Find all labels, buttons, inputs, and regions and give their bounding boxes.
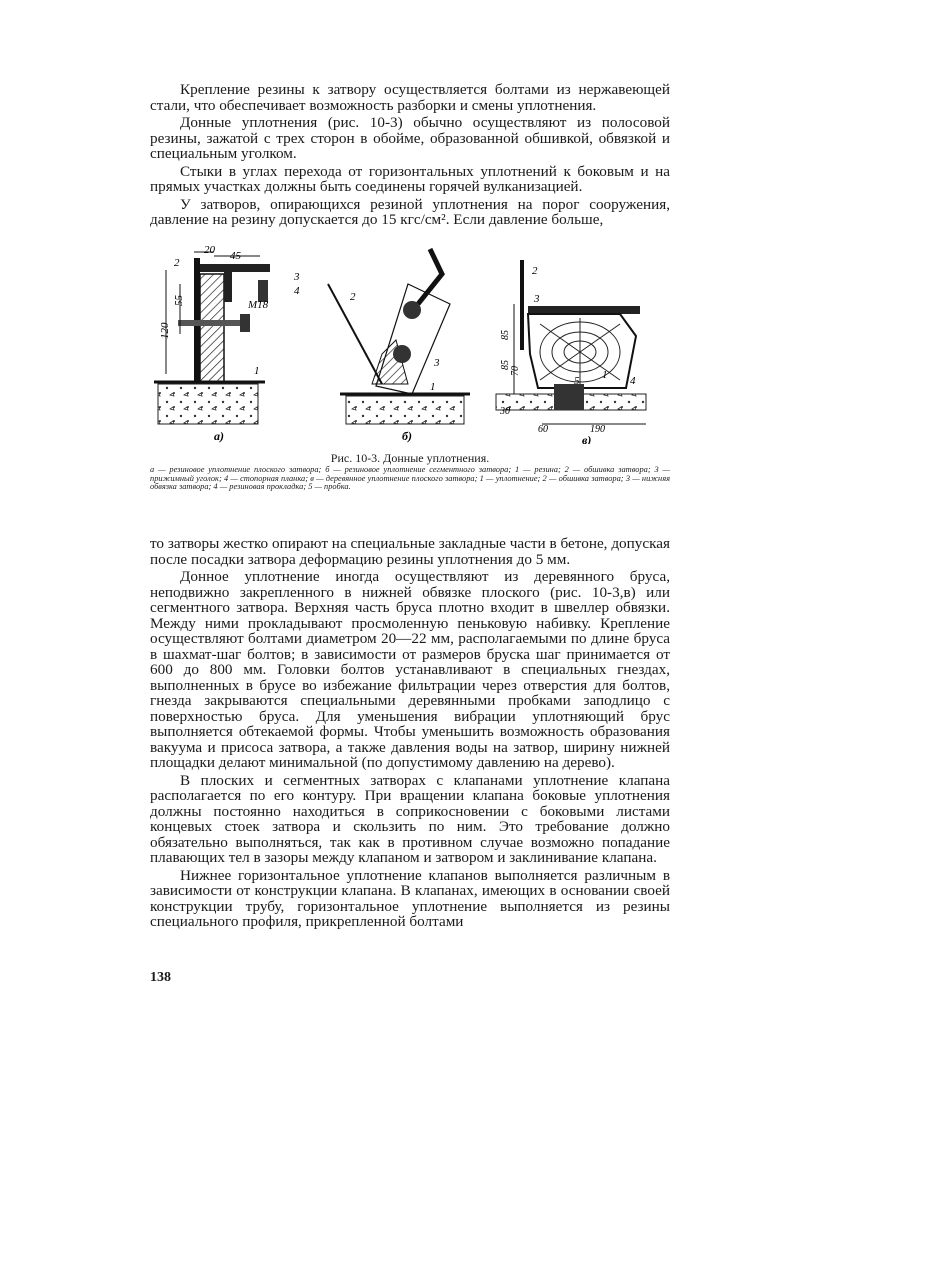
paragraph: Нижнее горизонтальное уплотнение клапанов выполняется различным в зависимости от конструкции клапана. В клапанах, имеющих в основании своей конструкции трубу, горизонтальное уплотнение выполняется из резины специального профиля, прикрепленной болтами [150, 866, 670, 930]
paragraph: У затворов, опирающихся резиной уплотнения на порог сооружения, давление на резину допускается до 15 кгс/см². Если давление больше, [150, 195, 670, 228]
figure-a [154, 252, 270, 424]
part-number: 3 [434, 357, 440, 369]
part-number: 1 [430, 381, 436, 393]
part-number: 1 [602, 369, 608, 381]
figure-10-3 [150, 244, 670, 444]
dim-label: 70 [510, 366, 521, 376]
dim-label: 45 [230, 250, 241, 262]
dim-label: M18 [248, 299, 269, 311]
part-number: 4 [294, 285, 300, 297]
part-number: 2 [350, 291, 356, 303]
paragraph: то затворы жестко опирают на специальные закладные части в бетоне, допуская после посадки затвора деформацию резины уплотнения до 5 мм. [150, 535, 670, 568]
dim-label: 20 [204, 244, 215, 256]
dim-label: 190 [590, 424, 605, 435]
paragraph: В плоских и сегментных затворах с клапанами уплотнение клапана располагается по его контуру. При вращении клапана боковые уплотнения должны постоянно находиться в соприкосновении с боковыми листами концевых стоек затвора и скользить по ним. Это требование должно обязательно выполняться, так как в противном случае возможно попадание плавающих тел в зазоры между клапаном и затвором и заклинивание клапана. [150, 771, 670, 866]
figure-caption: Рис. 10-3. Донные уплотнения. [330, 451, 490, 465]
figure-legend: а — резиновое уплотнение плоского затвора; б — резиновое уплотнение сегментного затвора; 1 — резина; 2 — обшивка затвора; 3 — прижимный уголок; 4 — стопорная планка; в — деревянное уплотнение плоского затвора; 1 — уплотнение; 2 — обшивка затвора; 3 — нижняя обвязка затвора; 4 — резиновая прокладка; 5 — пробка. [150, 465, 670, 492]
figure-drawing [150, 244, 670, 444]
dim-label: 30 [500, 406, 510, 417]
text-block-top [150, 82, 670, 230]
paragraph: Стыки в углах перехода от горизонтальных уплотнений к боковым и на прямых участках должны быть соединены горячей вулканизацией. [150, 162, 670, 195]
part-number: 3 [534, 293, 540, 305]
part-number: 2 [532, 265, 538, 277]
dim-label: 85 [500, 330, 511, 340]
dim-label: 85 [500, 360, 511, 370]
figure-sublabel-v: в) [582, 433, 592, 444]
paragraph: Донные уплотнения (рис. 10-3) обычно осуществляют из полосовой резины, зажатой с трех сторон в обойме, образованной обшивкой, обвязкой и специальным уголком. [150, 114, 670, 162]
part-number: 4 [630, 375, 636, 387]
dim-label: 55 [173, 295, 185, 306]
text-block-bottom [150, 536, 670, 932]
figure-sublabel-a: а) [214, 429, 224, 443]
part-number: 1 [254, 365, 260, 377]
paragraph: Крепление резины к затвору осуществляется болтами из нержавеющей стали, что обеспечивает возможность разборки и смены уплотнения. [150, 81, 670, 114]
part-number: 2 [174, 257, 180, 269]
figure-sublabel-b: б) [402, 429, 412, 443]
figure-b [328, 249, 470, 424]
page-number: 138 [150, 970, 171, 985]
paragraph: Донное уплотнение иногда осуществляют из деревянного бруса, неподвижно закрепленного в нижней обвязке плоского (рис. 10-3,в) или сегментного затвора. Верхняя часть бруса плотно входит в швеллер обвязки. Между ними прокладывают просмоленную пеньковую набивку. Крепление осуществляют болтами диаметром 20—22 мм, располагаемыми по длине бруса в шахмат-шаг болтов; в зависимости от размеров бруска шаг принимается от 600 до 800 мм. Головки болтов устанавливают в специальных гнездах, выполненных в брусе во избежание фильтрации через отверстия для болтов, гнезда закрываются специальными деревянными пробками заподлицо с поверхностью бруса. Для уменьшения вибрации уплотняющий брус выполняется обтекаемой формы. Чтобы уменьшить возможность образования вакуума и присоса затвора, а также давления воды на затвор, ширину нижней площадки делают минимальной (по допустимому давлению на дерево). [150, 568, 670, 771]
part-number: 5 [574, 375, 580, 387]
dim-label: 120 [159, 322, 171, 339]
part-number: 3 [294, 271, 300, 283]
figure-v [496, 260, 646, 424]
dim-label: 60 [538, 424, 548, 435]
